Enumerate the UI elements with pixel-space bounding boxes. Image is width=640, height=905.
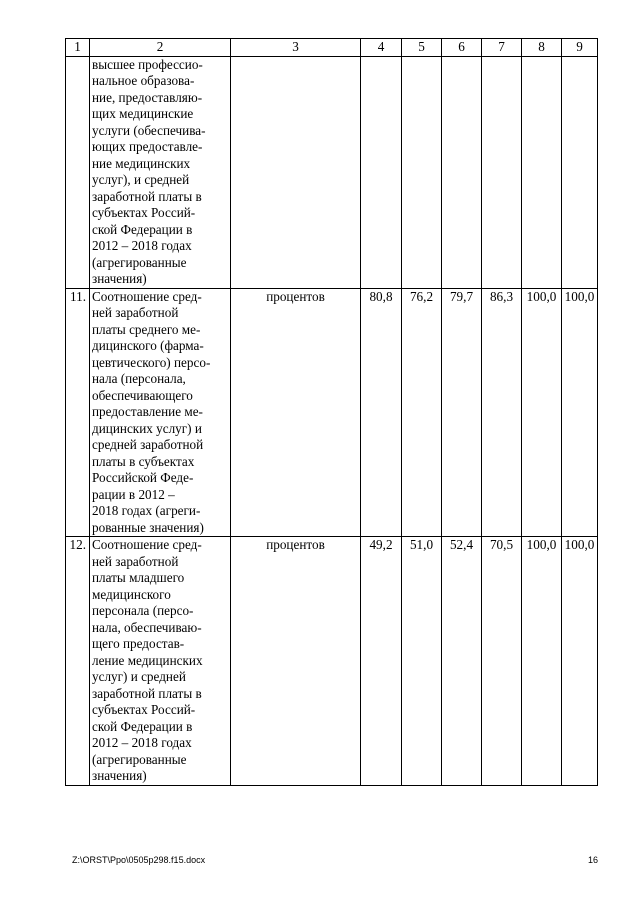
row-number: 12.: [66, 537, 90, 786]
value-cell: [562, 56, 598, 288]
value-cell: 100,0: [522, 288, 562, 537]
value-cell: [402, 56, 442, 288]
header-cell: 8: [522, 39, 562, 57]
table-row: [66, 56, 598, 288]
value-cell: 100,0: [562, 537, 598, 786]
table-row: [66, 537, 598, 786]
indicator-name: Соотношение сред- ней заработной платы младшего медицинского персонала (персо- нала, обеспечиваю- щего предостав- ление медицинских услуг) и средней заработной платы в субъектах Россий- ской Федерации в 2012 – 2018 годах (агрегированные значения): [90, 537, 231, 786]
data-table: [65, 38, 598, 786]
value-cell: [361, 56, 402, 288]
header-cell: 2: [90, 39, 231, 57]
table-row: [66, 288, 598, 537]
value-cell: 49,2: [361, 537, 402, 786]
unit-cell: [231, 56, 361, 288]
header-cell: 6: [442, 39, 482, 57]
header-cell: 1: [66, 39, 90, 57]
header-cell: 5: [402, 39, 442, 57]
value-cell: 70,5: [482, 537, 522, 786]
value-cell: 79,7: [442, 288, 482, 537]
value-cell: 86,3: [482, 288, 522, 537]
value-cell: 52,4: [442, 537, 482, 786]
value-cell: [522, 56, 562, 288]
value-cell: [482, 56, 522, 288]
row-number: [66, 56, 90, 288]
value-cell: 100,0: [522, 537, 562, 786]
footer-file-path: Z:\ORST\Ppo\0505p298.f15.docx: [72, 855, 206, 865]
unit-cell: процентов: [231, 288, 361, 537]
value-cell: [442, 56, 482, 288]
indicator-name: Соотношение сред- ней заработной платы среднего ме- дицинского (фарма- цевтического) персо- нала (персонала, обеспечивающего предоставление ме- дицинских услуг) и средней заработной платы в субъектах Российской Феде- рации в 2012 – 2018 годах (агреги- рованные значения): [90, 288, 231, 537]
header-cell: 7: [482, 39, 522, 57]
indicator-name: высшее профессио- нальное образова- ние, предоставляю- щих медицинские услуги (обеспечива- ющих предоставле- ние медицинских услуг), и средней заработной платы в субъектах Россий- ской Федерации в 2012 – 2018 годах (агрегированные значения): [90, 56, 231, 288]
row-number: 11.: [66, 288, 90, 537]
table-body: [66, 39, 598, 786]
header-row: [66, 39, 598, 57]
header-cell: 4: [361, 39, 402, 57]
unit-cell: процентов: [231, 537, 361, 786]
page-number: 16: [588, 855, 599, 865]
header-cell: 9: [562, 39, 598, 57]
value-cell: 100,0: [562, 288, 598, 537]
header-cell: 3: [231, 39, 361, 57]
value-cell: 76,2: [402, 288, 442, 537]
value-cell: 80,8: [361, 288, 402, 537]
value-cell: 51,0: [402, 537, 442, 786]
